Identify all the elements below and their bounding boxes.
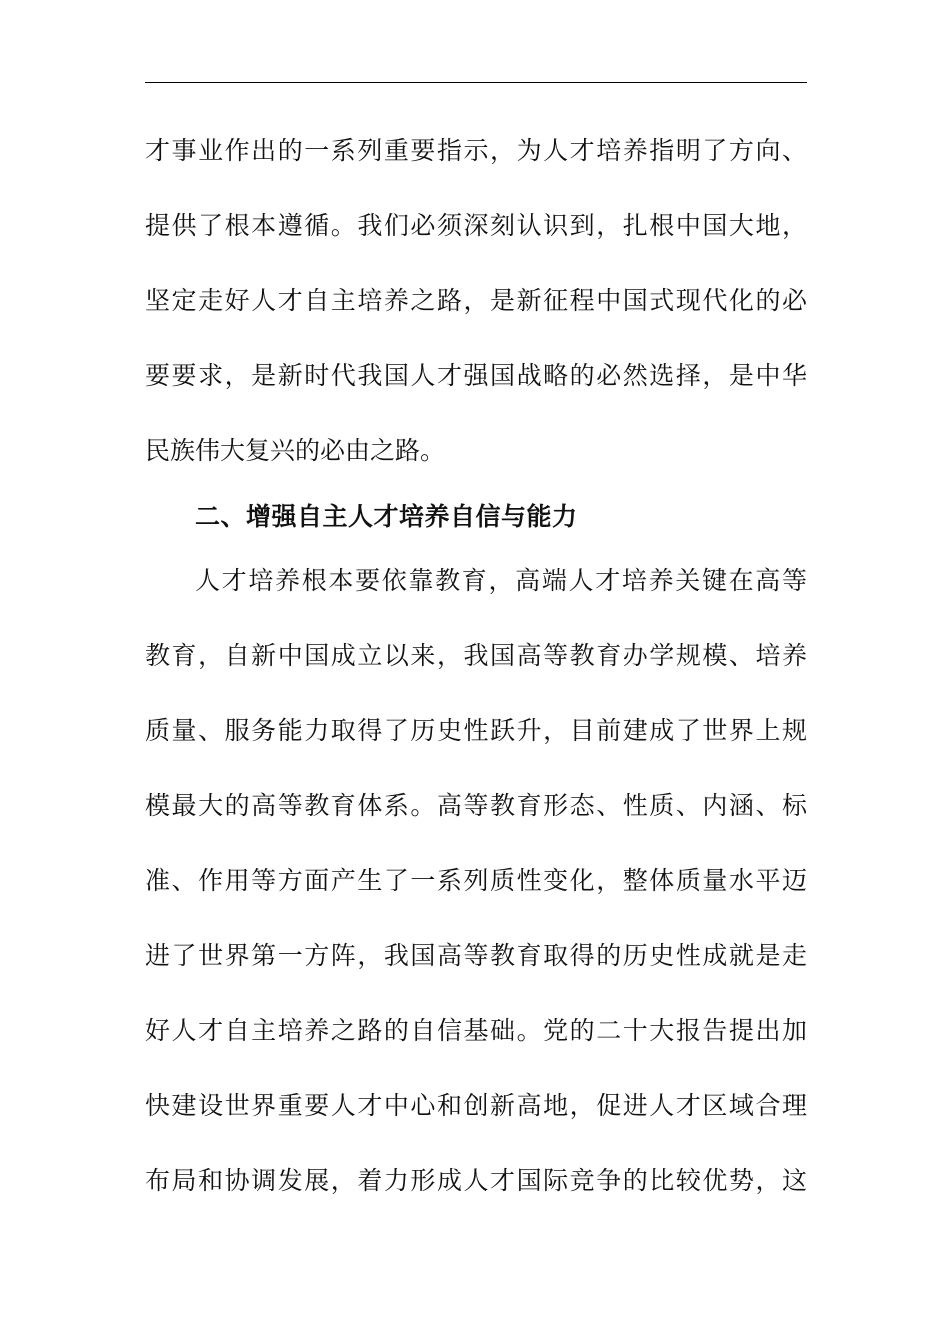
header-rule [145, 82, 807, 83]
body-line-1: 才事业作出的一系列重要指示，为人才培养指明了方向、 [145, 136, 807, 165]
body-line-13: 好人才自主培养之路的自信基础。党的二十大报告提出加 [145, 1016, 807, 1045]
body-line-10: 模最大的高等教育体系。高等教育形态、性质、内涵、标 [145, 791, 807, 820]
body-line-12: 进了世界第一方阵，我国高等教育取得的历史性成就是走 [145, 941, 807, 970]
body-line-2: 提供了根本遵循。我们必须深刻认识到，扎根中国大地， [145, 211, 807, 240]
body-line-8: 教育，自新中国成立以来，我国高等教育办学规模、培养 [145, 641, 807, 670]
body-line-9: 质量、服务能力取得了历史性跃升，目前建成了世界上规 [145, 716, 807, 745]
body-line-11: 准、作用等方面产生了一系列质性变化，整体质量水平迈 [145, 866, 807, 895]
body-line-3: 坚定走好人才自主培养之路，是新征程中国式现代化的必 [145, 286, 807, 315]
body-line-15: 布局和协调发展，着力形成人才国际竞争的比较优势，这 [145, 1166, 807, 1195]
body-line-5: 民族伟大复兴的必由之路。 [145, 436, 446, 465]
body-line-7: 人才培养根本要依靠教育，高端人才培养关键在高等 [195, 566, 807, 595]
body-line-14: 快建设世界重要人才中心和创新高地，促进人才区域合理 [145, 1091, 807, 1120]
body-line-4: 要要求，是新时代我国人才强国战略的必然选择，是中华 [145, 361, 807, 390]
section-heading: 二、增强自主人才培养自信与能力 [195, 502, 578, 531]
